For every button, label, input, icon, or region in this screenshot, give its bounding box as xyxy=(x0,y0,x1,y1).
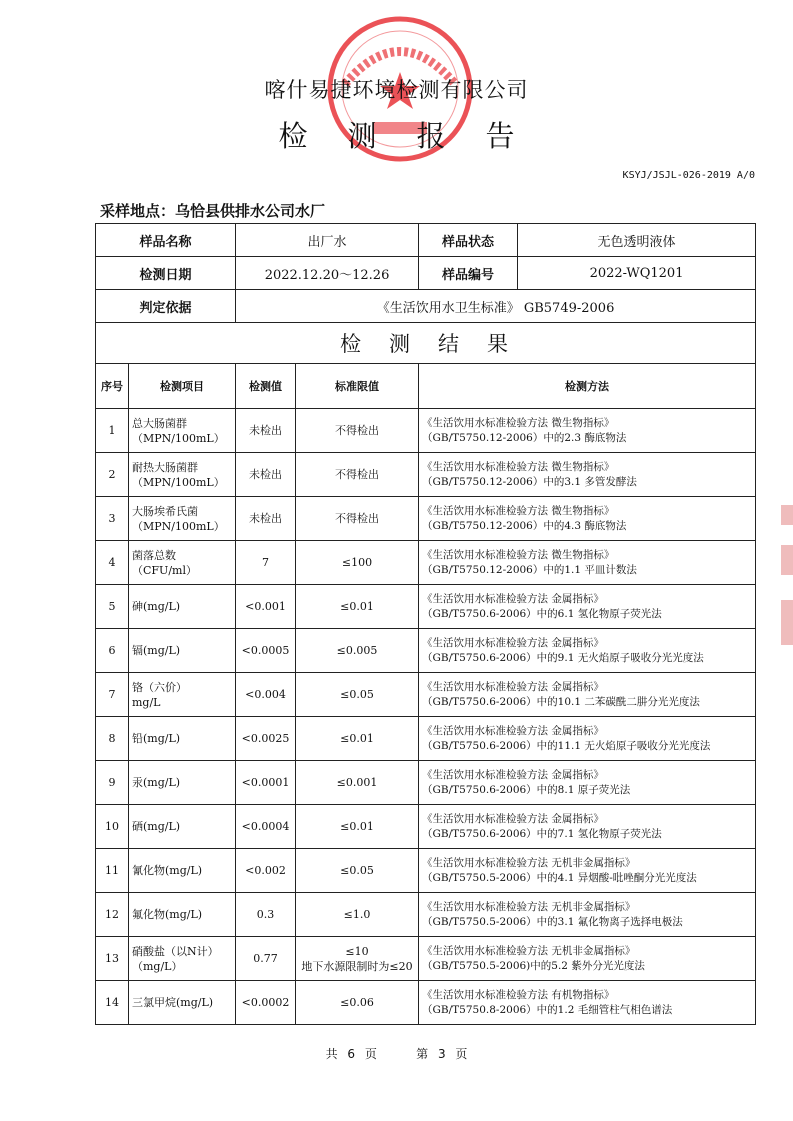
cell-no xyxy=(96,937,129,981)
cell-limit-line: ≤1.0 xyxy=(343,908,371,921)
cell-item-line: 镉(mg/L) xyxy=(132,644,181,657)
cell-limit xyxy=(296,453,419,497)
cell-value-line: <0.0025 xyxy=(241,732,290,745)
cell-item xyxy=(129,761,236,805)
table-row xyxy=(96,849,756,893)
table-row xyxy=(96,585,756,629)
cell-limit-line: ≤0.01 xyxy=(340,600,374,613)
cell-item-line: 汞(mg/L) xyxy=(132,776,181,789)
cell-item xyxy=(129,541,236,585)
cell-no xyxy=(96,453,129,497)
margin-seal-fragment xyxy=(781,600,793,645)
cell-method-line: （GB/T5750.6-2006）中的9.1 无火焰原子吸收分光光度法 xyxy=(422,651,704,664)
cell-no-line: 8 xyxy=(108,732,116,745)
cell-limit xyxy=(296,541,419,585)
cell-item xyxy=(129,893,236,937)
cell-item xyxy=(129,673,236,717)
cell-method xyxy=(419,409,756,453)
cell-method xyxy=(419,893,756,937)
col-header-no: 序号 xyxy=(96,364,129,409)
page-footer xyxy=(0,1045,793,1062)
table-row xyxy=(96,761,756,805)
cell-no xyxy=(96,717,129,761)
report-title: 检测报告 xyxy=(278,119,555,153)
sample-state-label: 样品状态 xyxy=(419,224,518,256)
cell-limit-line: ≤0.01 xyxy=(340,732,374,745)
cell-value-line: <0.0005 xyxy=(241,644,290,657)
cell-value xyxy=(236,541,296,585)
cell-no xyxy=(96,805,129,849)
cell-value-line: 未检出 xyxy=(249,468,283,481)
cell-value xyxy=(236,409,296,453)
cell-method xyxy=(419,585,756,629)
table-row xyxy=(96,893,756,937)
cell-method-line: 《生活饮用水标准检验方法 微生物指标》 xyxy=(422,416,615,429)
cell-value xyxy=(236,585,296,629)
results-header-row xyxy=(96,364,756,409)
cell-no xyxy=(96,409,129,453)
cell-value xyxy=(236,673,296,717)
sample-no-value: 2022-WQ1201 xyxy=(589,265,684,281)
cell-item xyxy=(129,717,236,761)
cell-value-line: 未检出 xyxy=(249,424,283,437)
info-row-sample xyxy=(96,224,756,257)
col-header-method: 检测方法 xyxy=(419,364,756,409)
cell-value-line: <0.004 xyxy=(245,688,286,701)
cell-item xyxy=(129,937,236,981)
cell-value-line: <0.0002 xyxy=(241,996,290,1009)
cell-limit-line: ≤0.05 xyxy=(340,864,374,877)
cell-method-line: （GB/T5750.6-2006）中的11.1 无火焰原子吸收分光光度法 xyxy=(422,739,711,752)
cell-limit-line: 不得检出 xyxy=(335,468,380,481)
basis-value: 《生活饮用水卫生标准》 GB5749-2006 xyxy=(236,290,756,323)
cell-limit-line: ≤0.001 xyxy=(336,776,378,789)
cell-method-line: 《生活饮用水标准检验方法 无机非金属指标》 xyxy=(422,944,636,957)
cell-no xyxy=(96,629,129,673)
table-row xyxy=(96,717,756,761)
cell-item-line: （MPN/100mL） xyxy=(132,475,225,489)
cell-value xyxy=(236,805,296,849)
cell-item xyxy=(129,585,236,629)
col-header-item: 检测项目 xyxy=(129,364,236,409)
table-row xyxy=(96,673,756,717)
cell-limit xyxy=(296,673,419,717)
cell-no-line: 1 xyxy=(108,424,116,437)
cell-method-line: 《生活饮用水标准检验方法 微生物指标》 xyxy=(422,548,615,561)
cell-value xyxy=(236,937,296,981)
col-header-limit: 标准限值 xyxy=(296,364,419,409)
info-row-basis xyxy=(96,290,756,323)
cell-value-line: <0.0004 xyxy=(241,820,290,833)
cell-no-line: 6 xyxy=(108,644,116,657)
margin-seal-fragment xyxy=(781,545,793,575)
cell-item-line: 氟化物(mg/L) xyxy=(132,908,203,921)
sample-state-value: 无色透明液体 xyxy=(597,234,676,250)
report-table xyxy=(95,223,756,1025)
cell-method xyxy=(419,453,756,497)
cell-method xyxy=(419,849,756,893)
cell-method-line: （GB/T5750.5-2006）中的3.1 氟化物离子选择电极法 xyxy=(422,915,683,928)
cell-limit-line: ≤100 xyxy=(341,556,373,569)
cell-method xyxy=(419,629,756,673)
cell-limit-line: ≤0.06 xyxy=(340,996,374,1009)
cell-value xyxy=(236,717,296,761)
cell-item-line: 大肠埃希氏菌 xyxy=(132,504,198,518)
table-row xyxy=(96,409,756,453)
cell-limit xyxy=(296,497,419,541)
cell-value-line: 7 xyxy=(262,556,270,569)
cell-item-line: 硝酸盐（以N计） xyxy=(132,944,219,958)
total-pages: 共 6 页 xyxy=(325,1047,377,1061)
cell-no-line: 2 xyxy=(108,468,116,481)
cell-limit-line: 不得检出 xyxy=(335,424,380,437)
cell-value-line: <0.001 xyxy=(245,600,286,613)
cell-limit-line: ≤0.01 xyxy=(340,820,374,833)
cell-value xyxy=(236,453,296,497)
cell-method-line: （GB/T5750.6-2006）中的6.1 氢化物原子荧光法 xyxy=(422,607,662,620)
cell-item xyxy=(129,629,236,673)
cell-item xyxy=(129,805,236,849)
cell-no xyxy=(96,585,129,629)
cell-method xyxy=(419,937,756,981)
cell-limit xyxy=(296,629,419,673)
table-row xyxy=(96,805,756,849)
cell-method-line: （GB/T5750.5-2006)中的5.2 紫外分光光度法 xyxy=(422,959,645,972)
cell-limit xyxy=(296,937,419,981)
company-name: 喀什易捷环境检测有限公司 xyxy=(264,78,529,102)
cell-method xyxy=(419,497,756,541)
cell-limit xyxy=(296,981,419,1025)
cell-item-line: 硒(mg/L) xyxy=(132,820,181,833)
cell-no xyxy=(96,673,129,717)
cell-no xyxy=(96,761,129,805)
cell-no-line: 14 xyxy=(105,996,119,1009)
cell-value-line: 0.3 xyxy=(256,908,275,921)
sampling-site-label: 采样地点： xyxy=(100,202,176,220)
cell-method xyxy=(419,541,756,585)
test-date-value: 2022.12.20～12.26 xyxy=(236,257,419,290)
cell-method-line: （GB/T5750.8-2006）中的1.2 毛细管柱气相色谱法 xyxy=(422,1003,673,1016)
cell-no-line: 13 xyxy=(105,952,119,965)
cell-value xyxy=(236,893,296,937)
col-header-value: 检测值 xyxy=(236,364,296,409)
cell-limit-line: 不得检出 xyxy=(335,512,380,525)
cell-method-line: （GB/T5750.12-2006）中的4.3 酶底物法 xyxy=(422,519,627,532)
cell-limit xyxy=(296,893,419,937)
cell-item-line: （mg/L） xyxy=(132,959,183,973)
cell-no-line: 5 xyxy=(108,600,116,613)
table-row xyxy=(96,629,756,673)
table-row xyxy=(96,541,756,585)
cell-item xyxy=(129,453,236,497)
cell-method-line: 《生活饮用水标准检验方法 无机非金属指标》 xyxy=(422,900,636,913)
cell-method-line: （GB/T5750.6-2006）中的7.1 氢化物原子荧光法 xyxy=(422,827,662,840)
cell-method-line: （GB/T5750.6-2006）中的10.1 二苯碳酰二肼分光光度法 xyxy=(422,695,700,708)
cell-method-line: 《生活饮用水标准检验方法 微生物指标》 xyxy=(422,460,615,473)
info-row-date xyxy=(96,257,756,290)
cell-item-line: （MPN/100mL） xyxy=(132,519,225,533)
cell-limit xyxy=(296,849,419,893)
cell-no-line: 9 xyxy=(108,776,116,789)
cell-item-line: （MPN/100mL） xyxy=(132,431,225,445)
cell-limit xyxy=(296,409,419,453)
cell-no-line: 10 xyxy=(105,820,119,833)
cell-item-line: 氰化物(mg/L) xyxy=(132,864,203,877)
results-title-row xyxy=(96,323,756,364)
cell-method-line: 《生活饮用水标准检验方法 无机非金属指标》 xyxy=(422,856,636,869)
document-code: KSYJ/JSJL-026-2019 A/0 xyxy=(622,170,755,181)
cell-method-line: （GB/T5750.12-2006）中的2.3 酶底物法 xyxy=(422,431,627,444)
cell-value xyxy=(236,497,296,541)
cell-method xyxy=(419,761,756,805)
cell-limit-line: ≤0.05 xyxy=(340,688,374,701)
cell-method-line: 《生活饮用水标准检验方法 金属指标》 xyxy=(422,636,604,649)
sampling-site xyxy=(100,200,325,221)
cell-method-line: （GB/T5750.5-2006）中的4.1 异烟酸-吡唑酮分光光度法 xyxy=(422,871,697,884)
cell-no xyxy=(96,541,129,585)
cell-value-line: 0.77 xyxy=(253,952,278,965)
cell-no xyxy=(96,849,129,893)
results-title: 检测结果 xyxy=(96,323,756,364)
cell-no-line: 7 xyxy=(108,688,116,701)
cell-item xyxy=(129,849,236,893)
cell-value-line: <0.002 xyxy=(245,864,286,877)
cell-value xyxy=(236,981,296,1025)
cell-item xyxy=(129,981,236,1025)
cell-limit xyxy=(296,805,419,849)
table-row xyxy=(96,981,756,1025)
cell-limit xyxy=(296,717,419,761)
sample-no-cell xyxy=(419,257,756,290)
cell-item-line: 铅(mg/L) xyxy=(132,732,181,745)
cell-item xyxy=(129,409,236,453)
cell-method-line: 《生活饮用水标准检验方法 金属指标》 xyxy=(422,592,604,605)
cell-no-line: 3 xyxy=(108,512,116,525)
cell-method xyxy=(419,805,756,849)
cell-item-line: 耐热大肠菌群 xyxy=(132,460,198,474)
cell-item-line: 菌落总数 xyxy=(132,548,176,562)
sampling-site-value: 乌恰县供排水公司水厂 xyxy=(175,202,326,220)
cell-method-line: （GB/T5750.12-2006）中的1.1 平皿计数法 xyxy=(422,563,637,576)
sample-name-value: 出厂水 xyxy=(236,224,419,257)
cell-value xyxy=(236,629,296,673)
cell-limit-line: ≤0.005 xyxy=(336,644,378,657)
cell-method xyxy=(419,717,756,761)
cell-limit xyxy=(296,761,419,805)
cell-method xyxy=(419,981,756,1025)
cell-value-line: <0.0001 xyxy=(241,776,290,789)
cell-value-line: 未检出 xyxy=(249,512,283,525)
cell-item-line: mg/L xyxy=(132,695,161,709)
cell-no xyxy=(96,893,129,937)
cell-item-line: 三氯甲烷(mg/L) xyxy=(132,996,214,1009)
cell-method-line: 《生活饮用水标准检验方法 金属指标》 xyxy=(422,812,604,825)
cell-item-line: 总大肠菌群 xyxy=(132,416,187,430)
cell-no-line: 4 xyxy=(108,556,116,569)
sample-state-cell xyxy=(419,224,756,257)
cell-method-line: 《生活饮用水标准检验方法 金属指标》 xyxy=(422,724,604,737)
margin-seal-fragment xyxy=(781,505,793,525)
table-row xyxy=(96,453,756,497)
cell-value xyxy=(236,761,296,805)
results-body xyxy=(96,409,756,1025)
table-row xyxy=(96,937,756,981)
sample-name-label: 样品名称 xyxy=(96,224,236,257)
current-page: 第 3 页 xyxy=(416,1047,468,1061)
cell-item-line: 砷(mg/L) xyxy=(132,600,181,613)
cell-method-line: 《生活饮用水标准检验方法 金属指标》 xyxy=(422,768,604,781)
test-date-label: 检测日期 xyxy=(96,257,236,290)
cell-limit-line: ≤10 xyxy=(345,944,369,958)
basis-label: 判定依据 xyxy=(96,290,236,323)
cell-no-line: 11 xyxy=(105,864,119,877)
cell-no xyxy=(96,981,129,1025)
cell-method-line: 《生活饮用水标准检验方法 金属指标》 xyxy=(422,680,604,693)
cell-item xyxy=(129,497,236,541)
cell-no-line: 12 xyxy=(105,908,119,921)
cell-method-line: （GB/T5750.6-2006）中的8.1 原子荧光法 xyxy=(422,783,631,796)
cell-method-line: 《生活饮用水标准检验方法 微生物指标》 xyxy=(422,504,615,517)
cell-item-line: 铬（六价） xyxy=(132,680,187,694)
table-row xyxy=(96,497,756,541)
cell-limit-line: 地下水源限制时为≤20 xyxy=(301,959,413,973)
cell-no xyxy=(96,497,129,541)
cell-item-line: （CFU/ml） xyxy=(132,563,197,577)
cell-method-line: （GB/T5750.12-2006）中的3.1 多管发酵法 xyxy=(422,475,637,488)
cell-value xyxy=(236,849,296,893)
cell-limit xyxy=(296,585,419,629)
cell-method-line: 《生活饮用水标准检验方法 有机物指标》 xyxy=(422,988,615,1001)
cell-method xyxy=(419,673,756,717)
sample-no-label: 样品编号 xyxy=(419,257,518,289)
